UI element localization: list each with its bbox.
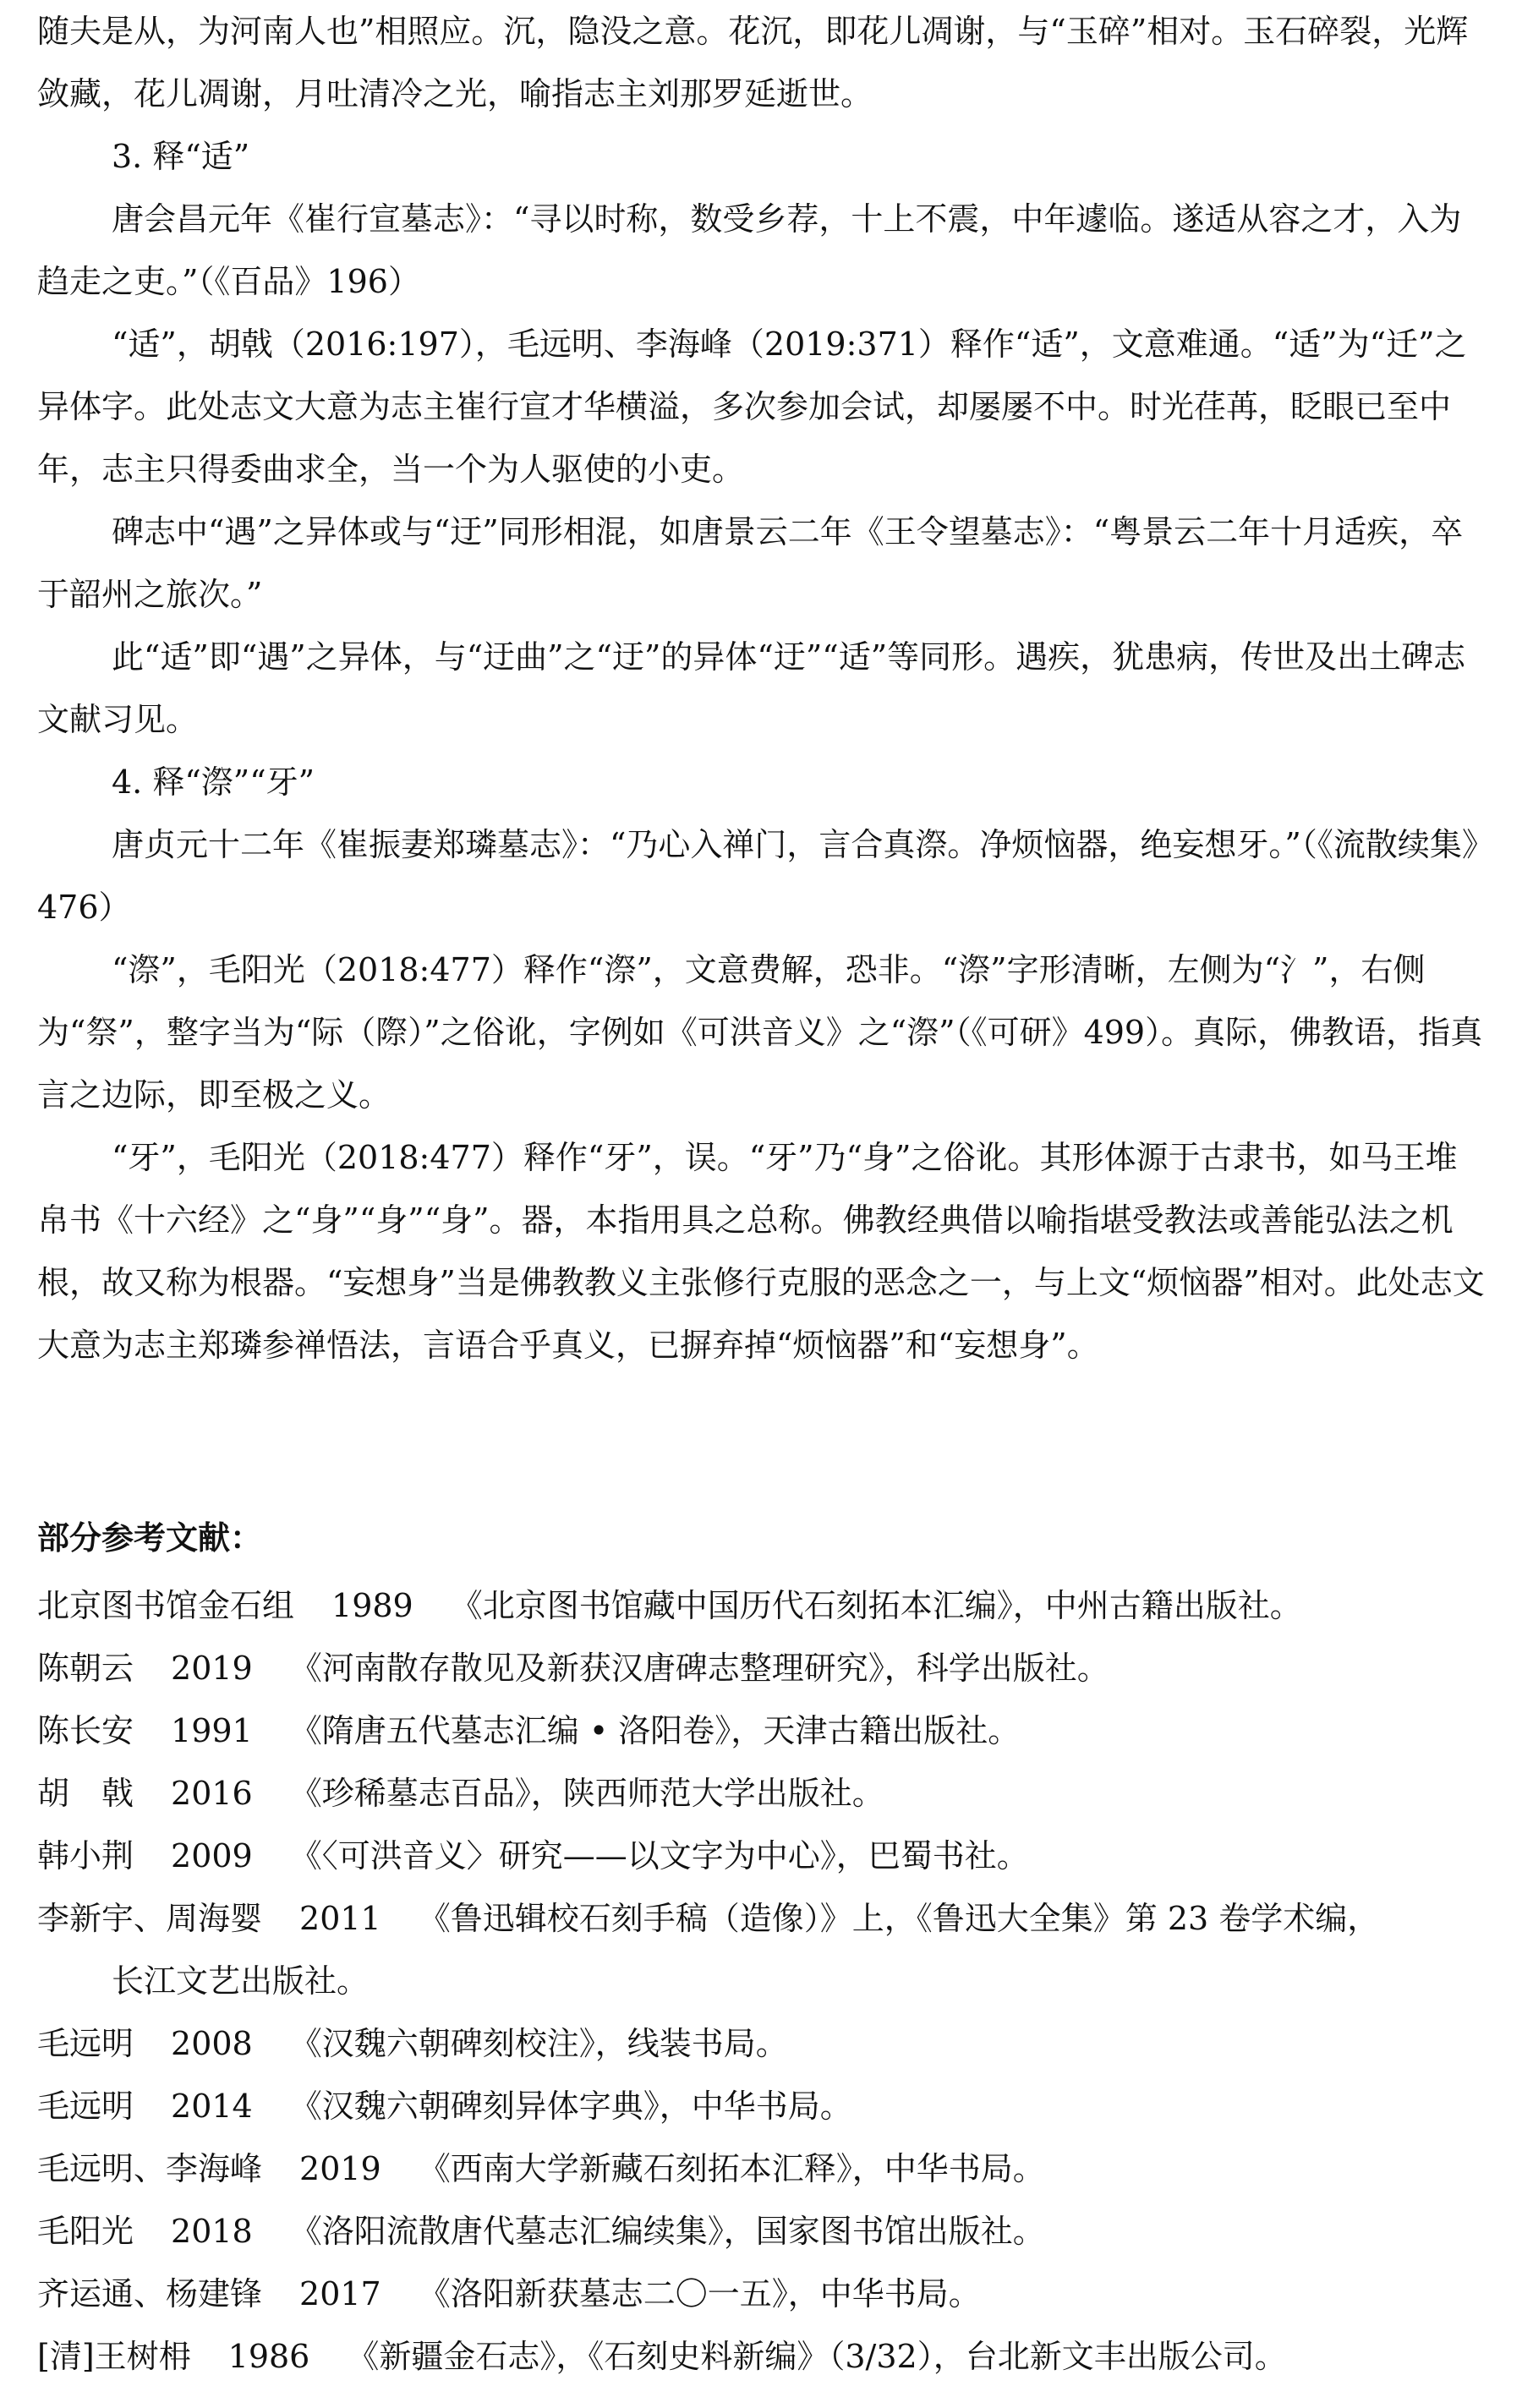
reference-title: 《汉魏六朝碑刻校注》，线装书局。 <box>289 2025 788 2062</box>
reference-title: 《河南散存散见及新获汉唐碑志整理研究》，科学出版社。 <box>289 1650 1109 1687</box>
paragraph-analysis-qian: “适”，胡戟（2016:197），毛远明、李海峰（2019:371）释作“适”，文意难通。“适”为“迁”之异体字。此处志文大意为志主崔行宣才华横溢，多次参加会试，却屡屡不中。时光荏苒，眨眼已至中年，志主只得委曲求全，当一个为人驱使的小吏。 <box>37 326 1467 488</box>
references-heading: 部分参考文献： <box>37 1519 263 1557</box>
reference-author: 毛远明 <box>37 2088 134 2125</box>
reference-year: 2008 <box>171 2025 253 2062</box>
reference-item <box>37 1762 1485 1825</box>
reference-item <box>37 2200 1485 2263</box>
reference-year: 2009 <box>171 1837 253 1874</box>
reference-item <box>37 2263 1485 2325</box>
reference-author: 陈长安 <box>37 1712 134 1749</box>
reference-author: 毛远明 <box>37 2025 134 2062</box>
section-heading-3: 3. 释“适” <box>112 138 250 175</box>
paragraph-citation-cui-xingxuan: 唐会昌元年《崔行宣墓志》：“寻以时称，数受乡荐，十上不震，中年遽临。遂适从容之才，入为趋走之吏。”（《百品》196） <box>37 200 1462 300</box>
reference-title: 《洛阳新获墓志二〇一五》，中华书局。 <box>418 2275 981 2312</box>
reference-title: 《洛阳流散唐代墓志汇编续集》，国家图书馆出版社。 <box>289 2213 1045 2250</box>
paragraph-analysis-ji: “漈”，毛阳光（2018:477）释作“漈”，文意费解，恐非。“漈”字形清晰，左侧为“氵”，右侧为“祭”，整字当为“际（際）”之俗讹，字例如《可洪音义》之“漈”（《可研》499）。真际，佛教语，指真言之边际，即至极之义。 <box>37 951 1483 1114</box>
paragraph-example-wang-lingwang: 碑志中“遇”之异体或与“迂”同形相混，如唐景云二年《王令望墓志》：“粤景云二年十月适疾，卒于韶州之旅次。” <box>37 513 1464 613</box>
reference-author: 齐运通、杨建锋 <box>37 2275 263 2312</box>
reference-title: 《北京图书馆藏中国历代石刻拓本汇编》，中州古籍出版社。 <box>450 1587 1302 1624</box>
reference-item <box>37 2075 1485 2137</box>
reference-title: 《珍稀墓志百品》，陕西师范大学出版社。 <box>289 1775 884 1812</box>
reference-year: 2016 <box>171 1775 253 1812</box>
reference-title: 《鲁迅辑校石刻手稿（造像）》上，《鲁迅大全集》第 23 卷学术编， <box>418 1900 1380 1937</box>
reference-author: 北京图书馆金石组 <box>37 1587 295 1624</box>
reference-author: 韩小荆 <box>37 1837 134 1874</box>
reference-item <box>37 2137 1485 2200</box>
reference-item <box>37 1637 1485 1699</box>
reference-title: 《新疆金石志》，《石刻史料新编》（3/32），台北新文丰出版公司。 <box>347 2338 1287 2375</box>
paragraph-citation-zheng-lin: 唐贞元十二年《崔振妻郑璘墓志》：“乃心入禅门，言合真漈。净烦恼器，绝妄想牙。”（《流散续集》476） <box>37 826 1478 926</box>
reference-author: 陈朝云 <box>37 1650 134 1687</box>
reference-title-continuation: 长江文艺出版社。 <box>112 1962 370 2000</box>
reference-author: 胡 戟 <box>37 1775 134 1812</box>
reference-title: 《汉魏六朝碑刻异体字典》，中华书局。 <box>289 2088 852 2125</box>
reference-item <box>37 2012 1485 2075</box>
reference-author: 李新宇、周海婴 <box>37 1900 263 1937</box>
reference-author: 毛远明、李海峰 <box>37 2150 263 2187</box>
reference-year: 2019 <box>171 1650 253 1687</box>
section-heading-4: 4. 释“漈”“牙” <box>112 763 315 801</box>
reference-title: 《西南大学新藏石刻拓本汇释》，中华书局。 <box>418 2150 1045 2187</box>
paragraph-analysis-yu: 此“适”即“遇”之异体，与“迂曲”之“迂”的异体“迂”“适”等同形。遇疾，犹患病，传世及出土碑志文献习见。 <box>37 638 1466 738</box>
reference-year: 1989 <box>331 1587 413 1624</box>
reference-item <box>37 1699 1485 1762</box>
reference-item <box>37 2325 1485 2388</box>
reference-year: 2011 <box>299 1900 381 1937</box>
reference-year: 1991 <box>171 1712 253 1749</box>
reference-year: 2019 <box>299 2150 381 2187</box>
reference-year: 2017 <box>299 2275 381 2312</box>
paragraph-continuation: 随夫是从，为河南人也”相照应。沉，隐没之意。花沉，即花儿凋谢，与“玉碎”相对。玉石碎裂，光辉敛藏，花儿凋谢，月吐清冷之光，喻指志主刘那罗延逝世。 <box>37 13 1469 112</box>
reference-year: 1986 <box>227 2338 310 2375</box>
reference-item <box>37 1825 1485 1887</box>
reference-author: 毛阳光 <box>37 2213 134 2250</box>
reference-author: [清]王树枏 <box>37 2338 191 2375</box>
reference-item <box>37 1574 1485 1637</box>
reference-year: 2018 <box>171 2213 253 2250</box>
reference-year: 2014 <box>171 2088 253 2125</box>
reference-title: 《〈可洪音义〉研究——以文字为中心》，巴蜀书社。 <box>289 1837 1029 1874</box>
paragraph-analysis-shen: “牙”，毛阳光（2018:477）释作“牙”，误。“牙”乃“身”之俗讹。其形体源于古隶书，如马王堆帛书《十六经》之“身”“身”“身”。器，本指用具之总称。佛教经典借以喻指堪受教法或善能弘法之机根，故又称为根器。“妄想身”当是佛教教义主张修行克服的恶念之一，与上文“烦恼器”相对。此处志文大意为志主郑璘参禅悟法，言语合乎真义，已摒弃掉“烦恼器”和“妄想身”。 <box>37 1139 1485 1364</box>
reference-item <box>37 1887 1485 2012</box>
reference-title: 《隋唐五代墓志汇编 • 洛阳卷》，天津古籍出版社。 <box>289 1712 1021 1749</box>
